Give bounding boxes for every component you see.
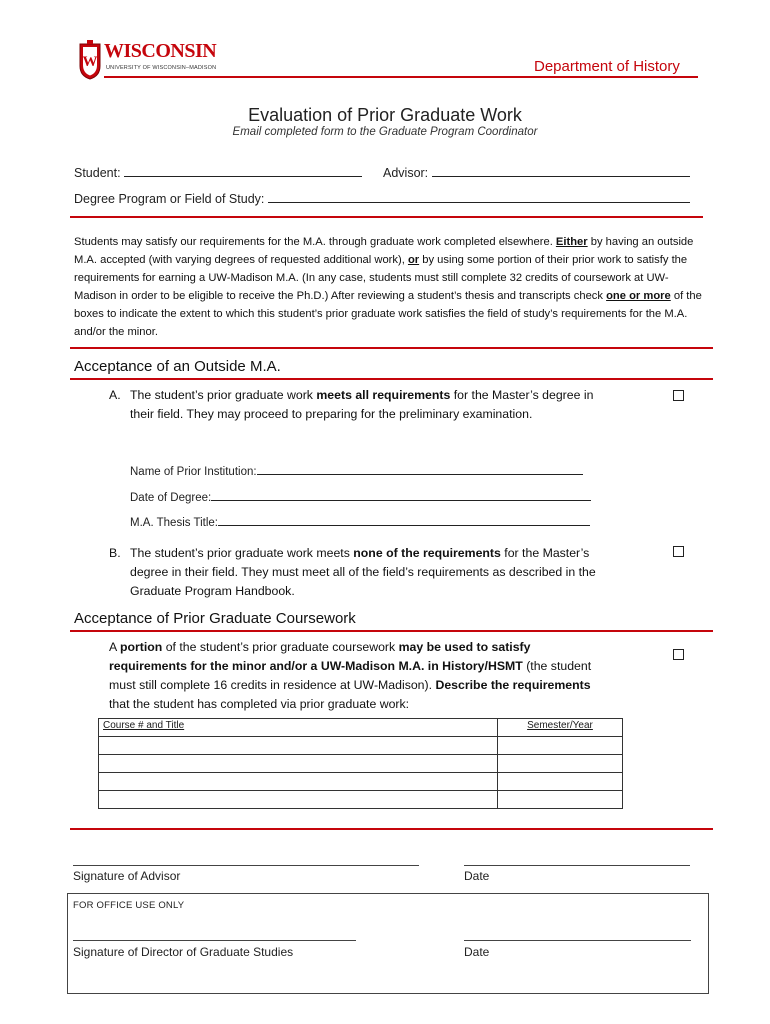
option-a-text: The student’s prior graduate work meets all requirements for the Master’s degree in their field. They may proceed to preparing for the preliminary examination. — [130, 388, 594, 421]
table-cell[interactable] — [99, 755, 498, 773]
director-signature-line[interactable] — [73, 940, 356, 941]
form-title: Evaluation of Prior Graduate Work — [248, 105, 522, 125]
degree-field — [74, 188, 690, 207]
section-title-outside-ma: Acceptance of an Outside M.A. — [74, 358, 281, 375]
date-of-degree-label: Date of Degree: — [130, 492, 212, 504]
option-b-text: The student’s prior graduate work meets none of the requirements for the Master’s degree in their field. They must meet all of the field’s requirements as described in the Graduate Program Handbook. — [130, 546, 596, 598]
option-b — [109, 544, 609, 604]
table-cell[interactable] — [498, 755, 623, 773]
divider-rule — [70, 828, 713, 830]
svg-text:W: W — [82, 54, 98, 70]
table-cell[interactable] — [99, 737, 498, 755]
date-of-degree-field — [130, 486, 591, 505]
table-row — [99, 737, 623, 755]
thesis-title-label: M.A. Thesis Title: — [130, 517, 218, 529]
student-input[interactable] — [124, 162, 362, 177]
table-cell[interactable] — [498, 773, 623, 791]
date-of-degree-input[interactable] — [211, 486, 591, 501]
prior-institution-input[interactable] — [257, 460, 583, 475]
director-date-label: Date — [464, 945, 490, 959]
uw-crest-icon — [78, 40, 102, 80]
divider-rule — [70, 216, 703, 218]
advisor-signature-label: Signature of Advisor — [73, 869, 181, 883]
coursework-checkbox[interactable] — [673, 649, 684, 660]
sub-wordmark: UNIVERSITY OF WISCONSIN–MADISON — [106, 65, 217, 71]
section-title-prior-coursework: Acceptance of Prior Graduate Coursework — [74, 610, 356, 627]
wordmark: WISCONSIN — [104, 40, 217, 62]
table-row — [99, 755, 623, 773]
col-course-title: Course # and Title — [99, 719, 498, 737]
option-a — [109, 386, 609, 446]
form-subtitle: Email completed form to the Graduate Program Coordinator — [232, 126, 538, 138]
thesis-title-input[interactable] — [218, 511, 590, 526]
office-use-label: FOR OFFICE USE ONLY — [73, 900, 185, 911]
coursework-text: A portion of the student’s prior graduate coursework may be used to satisfy requirements for the minor and/or a UW-Madison M.A. in History/HSMT (the student must still complete 16 credits in residence at UW-Madison). Describe the requirements that the student has completed via prior graduate work: — [109, 640, 592, 711]
section-underline — [70, 378, 713, 380]
advisor-input[interactable] — [432, 162, 690, 177]
advisor-date-line[interactable] — [464, 865, 690, 866]
director-date-line[interactable] — [464, 940, 691, 941]
table-cell[interactable] — [99, 773, 498, 791]
department-name: Department of History — [534, 58, 680, 75]
table-row — [99, 773, 623, 791]
degree-input[interactable] — [268, 188, 690, 203]
director-signature-label: Signature of Director of Graduate Studies — [73, 945, 294, 959]
degree-label: Degree Program or Field of Study: — [74, 192, 265, 206]
option-b-checkbox[interactable] — [673, 546, 684, 557]
advisor-signature-line[interactable] — [73, 865, 419, 866]
advisor-label: Advisor: — [383, 166, 429, 180]
table-cell[interactable] — [498, 737, 623, 755]
table-cell[interactable] — [99, 791, 498, 809]
option-a-checkbox[interactable] — [673, 390, 684, 401]
prior-institution-field — [130, 460, 583, 479]
table-cell[interactable] — [498, 791, 623, 809]
advisor-date-label: Date — [464, 869, 490, 883]
course-table — [98, 718, 623, 809]
table-header-row — [99, 719, 623, 737]
col-semester-year: Semester/Year — [498, 719, 623, 737]
option-b-letter: B. — [109, 546, 121, 560]
option-a-letter: A. — [109, 388, 121, 402]
section-underline — [70, 630, 713, 632]
prior-institution-label: Name of Prior Institution: — [130, 466, 257, 478]
student-field — [74, 162, 362, 181]
student-label: Student: — [74, 166, 121, 180]
advisor-field — [383, 162, 690, 181]
header-rule — [104, 76, 698, 78]
intro-paragraph: Students may satisfy our requirements for the M.A. through graduate work completed elsewhere. Either by having an outside M.A. accepted (with varying degrees of requested additional work), or by using some portion of their prior work to satisfy the requirements for earning a UW-Madison M.A. (In any case, students must still complete 32 credits of coursework at UW-Madison in order to be eligible to receive the Ph.D.) After reviewing a student’s thesis and transcripts check one or more of the boxes to indicate the extent to which this student’s prior graduate work satisfies the field of study’s requirements for the M.A. and/or the minor. — [74, 236, 702, 338]
table-row — [99, 791, 623, 809]
divider-rule — [70, 347, 713, 349]
thesis-title-field — [130, 511, 590, 530]
